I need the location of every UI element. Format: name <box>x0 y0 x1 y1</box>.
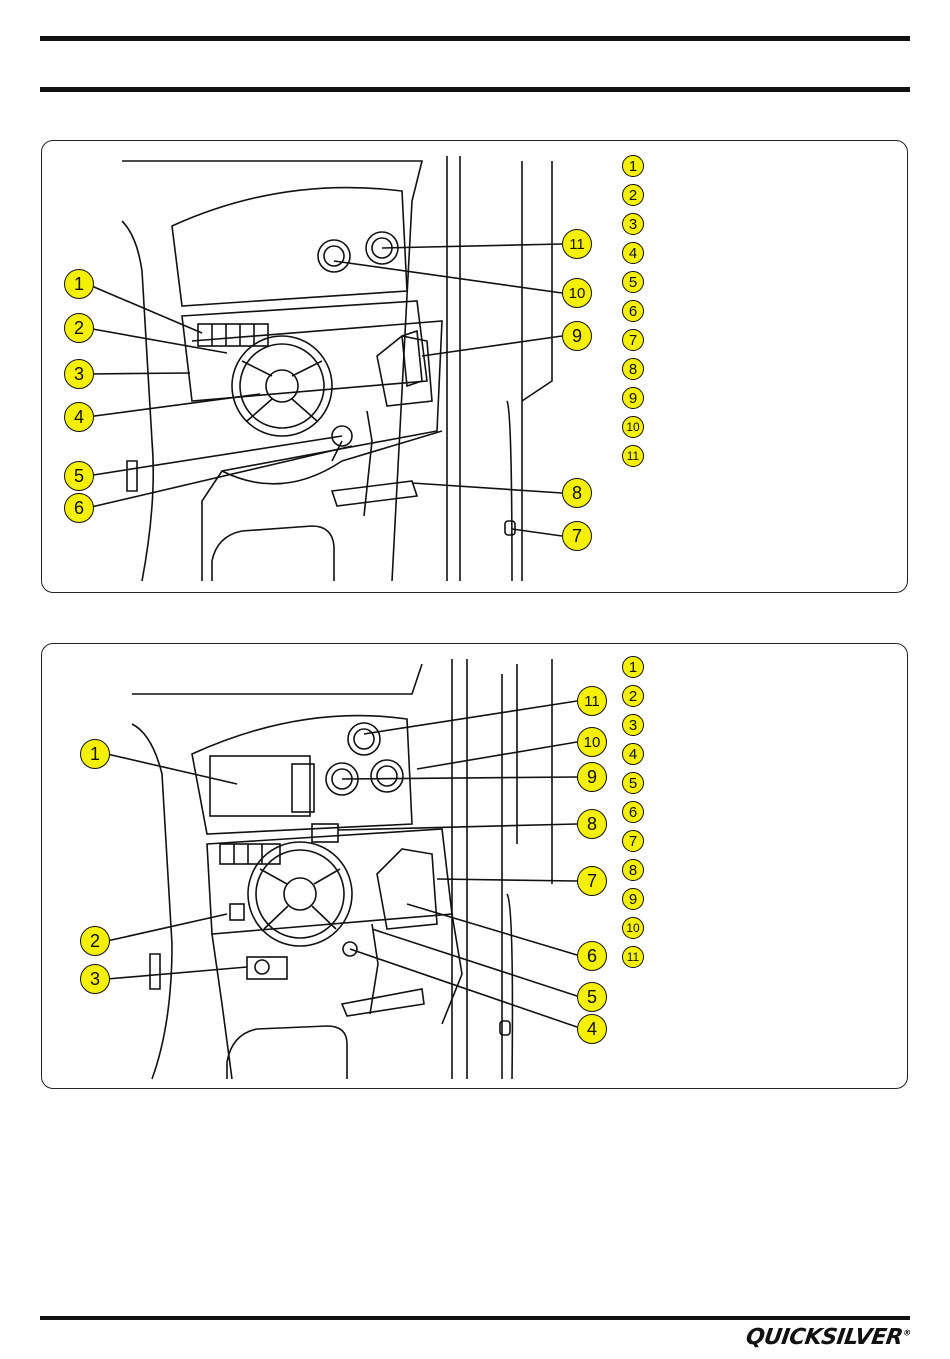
callout-8: 8 <box>562 478 592 508</box>
legend-item <box>622 656 882 682</box>
header-rule-top <box>40 36 910 41</box>
legend-marker: 9 <box>622 387 644 409</box>
quicksilver-logo <box>744 1325 911 1350</box>
legend-marker: 8 <box>622 859 644 881</box>
callout-5: 5 <box>577 982 607 1012</box>
header-rule-bottom <box>40 87 910 92</box>
legend-marker: 9 <box>622 888 644 910</box>
figure-panel-1 <box>41 140 908 593</box>
callout-11: 11 <box>562 229 592 259</box>
callout-3: 3 <box>64 359 94 389</box>
callout-3: 3 <box>80 964 110 994</box>
legend-item <box>622 445 882 471</box>
legend-marker: 11 <box>622 445 644 467</box>
callout-9: 9 <box>577 762 607 792</box>
callout-5: 5 <box>64 461 94 491</box>
legend-item <box>622 714 882 740</box>
legend-item <box>622 685 882 711</box>
legend-marker: 2 <box>622 184 644 206</box>
legend-marker: 10 <box>622 416 644 438</box>
legend-marker: 1 <box>622 656 644 678</box>
legend-item <box>622 830 882 856</box>
callout-1: 1 <box>80 739 110 769</box>
legend-marker: 5 <box>622 772 644 794</box>
callout-2: 2 <box>80 926 110 956</box>
legend-marker: 4 <box>622 743 644 765</box>
callout-1: 1 <box>64 269 94 299</box>
legend-marker: 7 <box>622 830 644 852</box>
legend-marker: 3 <box>622 714 644 736</box>
legend-item <box>622 416 882 442</box>
legend-item <box>622 743 882 769</box>
legend-marker: 7 <box>622 329 644 351</box>
legend-item <box>622 184 882 210</box>
legend-marker: 1 <box>622 155 644 177</box>
callout-8: 8 <box>577 809 607 839</box>
callout-10: 10 <box>577 727 607 757</box>
callout-4: 4 <box>577 1014 607 1044</box>
callout-7: 7 <box>577 866 607 896</box>
legend-marker: 6 <box>622 300 644 322</box>
legend-item <box>622 300 882 326</box>
callout-10: 10 <box>562 278 592 308</box>
legend-item <box>622 213 882 239</box>
footer-rule <box>40 1316 910 1320</box>
callout-6: 6 <box>577 941 607 971</box>
legend-marker: 11 <box>622 946 644 968</box>
legend-marker: 8 <box>622 358 644 380</box>
callout-2: 2 <box>64 313 94 343</box>
legend-item <box>622 329 882 355</box>
legend-marker: 4 <box>622 242 644 264</box>
legend-marker: 2 <box>622 685 644 707</box>
callout-11: 11 <box>577 686 607 716</box>
legend-item <box>622 155 882 181</box>
legend-item <box>622 358 882 384</box>
legend-item <box>622 801 882 827</box>
callout-4: 4 <box>64 402 94 432</box>
legend-marker: 5 <box>622 271 644 293</box>
legend-item <box>622 888 882 914</box>
legend-marker: 10 <box>622 917 644 939</box>
legend-item <box>622 271 882 297</box>
legend-item <box>622 772 882 798</box>
registered-mark: ® <box>902 1328 912 1338</box>
callout-9: 9 <box>562 321 592 351</box>
legend-marker: 3 <box>622 213 644 235</box>
legend-item <box>622 859 882 885</box>
legend-item <box>622 387 882 413</box>
callout-6: 6 <box>64 493 94 523</box>
legend-item <box>622 917 882 943</box>
legend-item <box>622 946 882 972</box>
legend-marker: 6 <box>622 801 644 823</box>
legend-item <box>622 242 882 268</box>
callout-7: 7 <box>562 521 592 551</box>
brand-name: QUICKSILVER <box>744 1325 905 1350</box>
figure-panel-2 <box>41 643 908 1089</box>
